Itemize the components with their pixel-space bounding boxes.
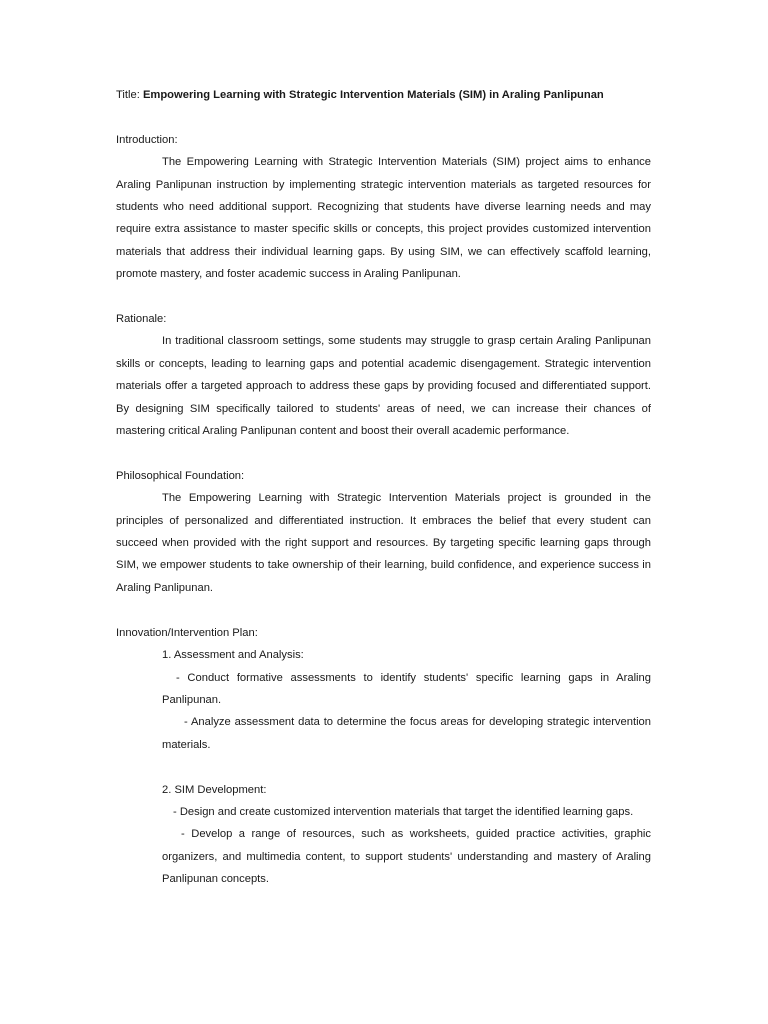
title-text: Empowering Learning with Strategic Intervention Materials (SIM) in Araling Panlipunan: [142, 89, 604, 101]
rationale-heading: Rationale:: [116, 313, 167, 326]
spacer: [116, 599, 651, 621]
step1-heading: 1. Assessment and Analysis:: [162, 649, 304, 662]
spacer: [116, 442, 651, 464]
step2-heading: 2. SIM Development:: [162, 783, 267, 796]
spacer: [116, 286, 651, 308]
step1-item-1: - Conduct formative assessments to identify students' specific learning gaps in Araling Panlipunan.: [162, 671, 651, 706]
document-page: [116, 84, 651, 891]
philosophical-foundation-heading: Philosophical Foundation:: [116, 469, 245, 482]
introduction-heading: Introduction:: [116, 133, 178, 146]
title-label: Title:: [116, 89, 143, 101]
rationale-paragraph: In traditional classroom settings, some students may struggle to grasp certain Araling Panlipunan skills or concepts, leading to learning gaps and potential academic disengagement. Strategic intervention materials offer a targeted approach to address these gaps by providing focused and differentiated support. By designing SIM specifically tailored to students' areas of need, we can increase their chances of mastering critical Araling Panlipunan content and boost their overall academic performance.: [116, 335, 651, 438]
spacer: [162, 756, 651, 778]
step1-item-2: - Analyze assessment data to determine the focus areas for developing strategic intervention materials.: [162, 716, 651, 751]
plan-steps: [116, 644, 651, 890]
spacer: [116, 106, 651, 128]
document-title: [116, 84, 651, 106]
philosophical-foundation-paragraph: The Empowering Learning with Strategic Intervention Materials project is grounded in the principles of personalized and differentiated instruction. It embraces the belief that every student can succeed when provided with the right support and resources. By targeting specific learning gaps through SIM, we empower students to take ownership of their learning, build confidence, and experience success in Araling Panlipunan.: [116, 492, 651, 594]
step2-item-1: - Design and create customized intervention materials that target the identified learning gaps.: [173, 805, 634, 818]
step2-item-2: - Develop a range of resources, such as worksheets, guided practice activities, graphic organizers, and multimedia content, to support students' understanding and mastery of Araling Panlipunan concepts.: [162, 828, 651, 886]
plan-heading: Innovation/Intervention Plan:: [116, 626, 258, 639]
introduction-paragraph: The Empowering Learning with Strategic Intervention Materials (SIM) project aims to enhance Araling Panlipunan instruction by implementing strategic intervention materials as targeted resources for students who need additional support. Recognizing that students have diverse learning needs and may require extra assistance to master specific skills or concepts, this project provides customized intervention materials that address their individual learning gaps. By using SIM, we can effectively scaffold learning, promote mastery, and foster academic success in Araling Panlipunan.: [116, 156, 651, 281]
